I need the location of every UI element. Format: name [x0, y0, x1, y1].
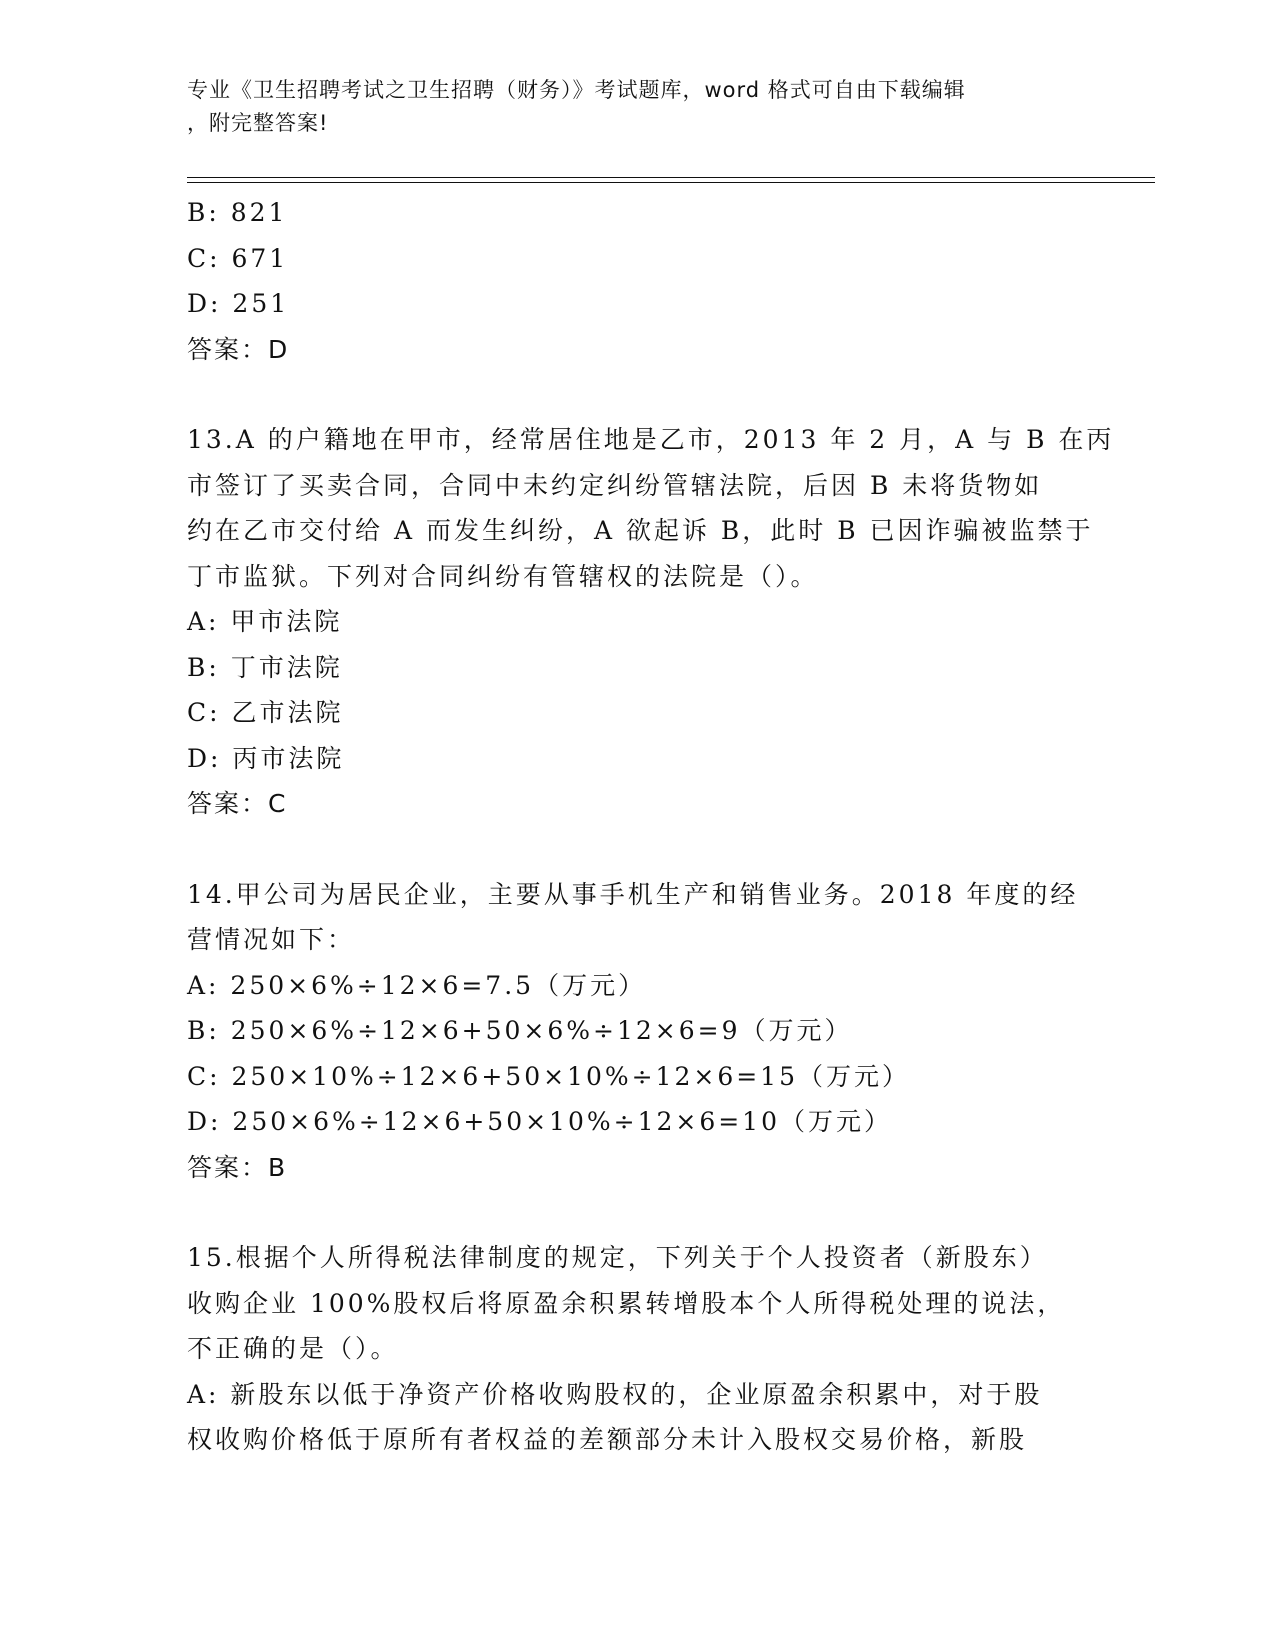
header-line-2: ，附完整答案!	[187, 111, 329, 135]
option-a: A: 250×6%÷12×6=7.5（万元）	[187, 970, 647, 1000]
option-a: A: 甲市法院	[187, 607, 343, 636]
stem-line: 不正确的是（）。	[187, 1334, 399, 1363]
header-line-1: 专业《卫生招聘考试之卫生招聘（财务）》考试题库，word 格式可自由下载编辑	[187, 78, 966, 102]
option-c: C: 671	[187, 243, 289, 273]
question-12	[187, 190, 1087, 372]
stem-line: 约在乙市交付给 A 而发生纠纷，A 欲起诉 B，此时 B 已因诈骗被监禁于	[187, 516, 1094, 545]
option-d: D: 251	[187, 289, 290, 318]
answer: 答案：B	[187, 1152, 288, 1182]
option-d: D: 丙市法院	[187, 743, 345, 773]
option-b: B: 821	[187, 198, 288, 227]
question-stem	[187, 417, 1115, 599]
stem-line: 14.甲公司为居民企业，主要从事手机生产和销售业务。2018 年度的经	[187, 879, 1079, 909]
option-d: D: 250×6%÷12×6+50×10%÷12×6=10（万元）	[187, 1107, 892, 1136]
document-header	[187, 74, 1067, 140]
answer: 答案：D	[187, 334, 290, 364]
question-15	[187, 1235, 1087, 1463]
option-b: B: 丁市法院	[187, 652, 343, 682]
option-a	[187, 1372, 1087, 1463]
header-rule-bottom	[187, 182, 1155, 183]
option-line: A: 新股东以低于净资产价格收购股权的，企业原盈余积累中，对于股	[187, 1379, 1043, 1409]
question-stem	[187, 872, 1087, 963]
stem-line: 收购企业 100%股权后将原盈余积累转增股本个人所得税处理的说法，	[187, 1288, 1066, 1318]
stem-line: 丁市监狱。下列对合同纠纷有管辖权的法院是（）。	[187, 561, 819, 591]
header-rule-top	[187, 177, 1155, 178]
stem-line: 15.根据个人所得税法律制度的规定，下列关于个人投资者（新股东）	[187, 1243, 1048, 1272]
option-line: 权收购价格低于原所有者权益的差额部分未计入股权交易价格，新股	[187, 1425, 1028, 1454]
option-c: C: 250×10%÷12×6+50×10%÷12×6=15（万元）	[187, 1061, 910, 1091]
question-list	[187, 190, 1115, 1463]
answer: 答案：C	[187, 789, 288, 818]
option-b: B: 250×6%÷12×6+50×6%÷12×6=9（万元）	[187, 1016, 853, 1045]
option-c: C: 乙市法院	[187, 698, 344, 727]
question-13	[187, 417, 1115, 827]
question-stem	[187, 1235, 1087, 1372]
stem-line: 营情况如下：	[187, 925, 356, 954]
question-14	[187, 872, 1087, 1191]
stem-line: 13.A 的户籍地在甲市，经常居住地是乙市，2013 年 2 月，A 与 B 在丙	[187, 425, 1115, 454]
stem-line: 市签订了买卖合同，合同中未约定纠纷管辖法院，后因 B 未将货物如	[187, 470, 1043, 500]
